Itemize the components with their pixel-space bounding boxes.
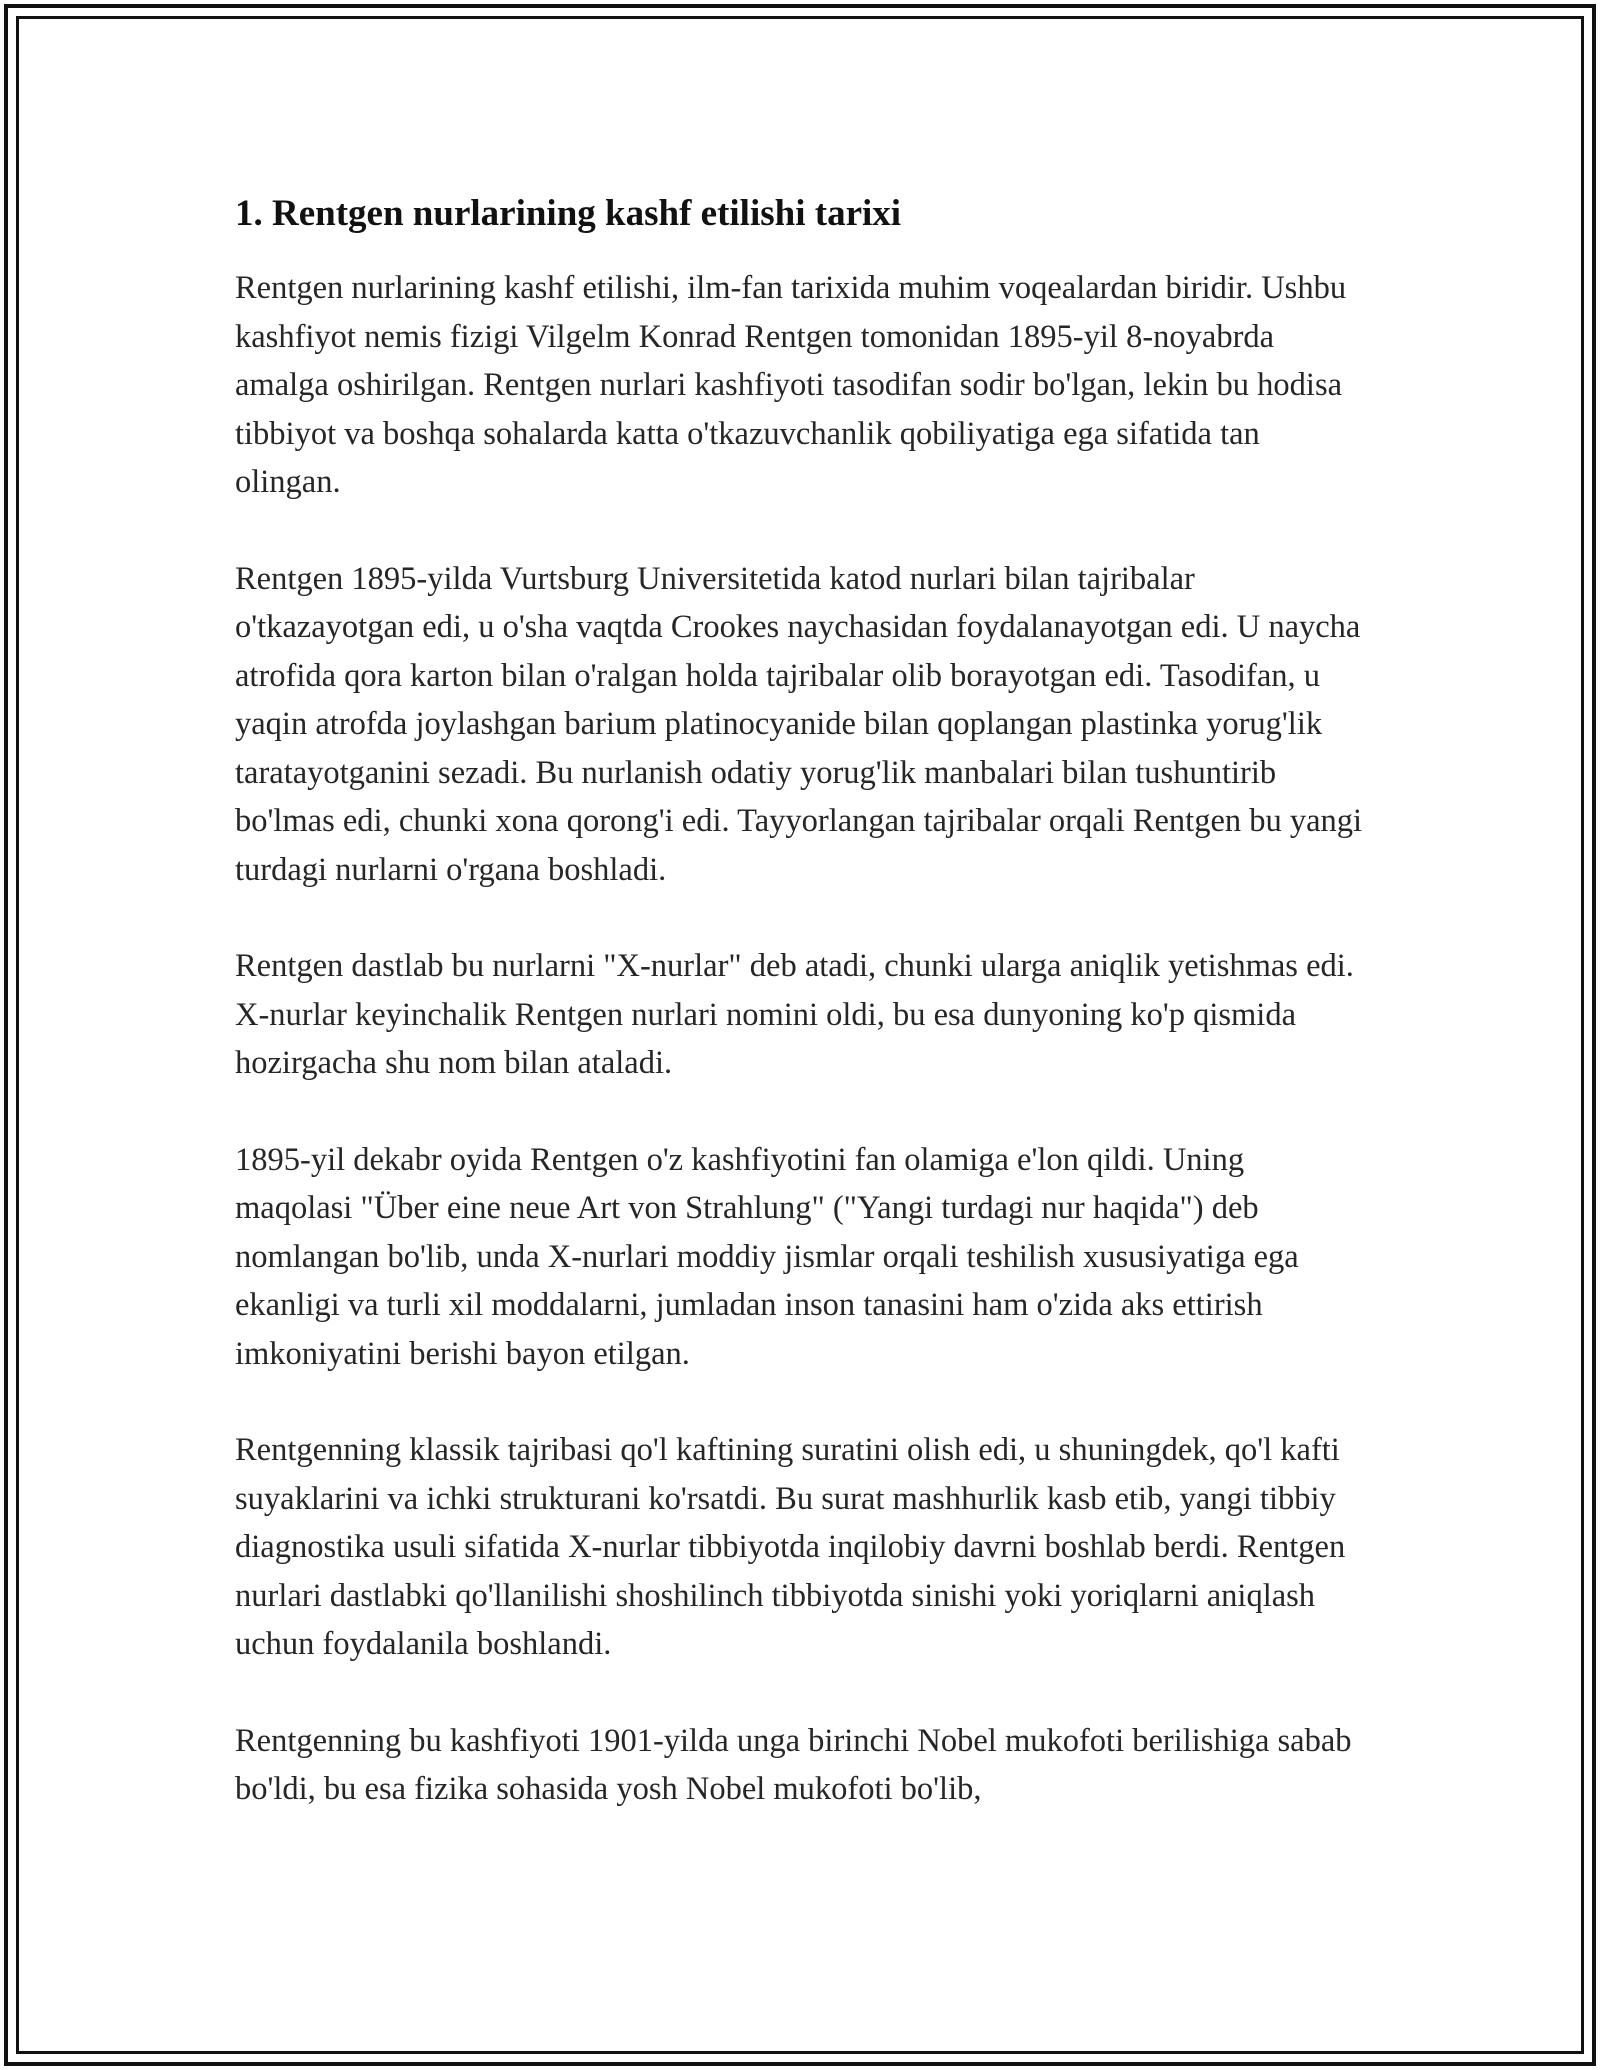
paragraph-6: Rentgenning bu kashfiyoti 1901-yilda unga birinchi Nobel mukofoti berilishiga sabab bo'ldi, bu esa fizika sohasida yosh Nobel mukofoti bo'lib, — [235, 1722, 1352, 1807]
paragraph-1: Rentgen nurlarining kashf etilishi, ilm-fan tarixida muhim voqealardan biridir. Ushbu kashfiyot nemis fizigi Vilgelm Konrad Rentgen tomonidan 1895-yil 8-noyabrda amalga oshirilgan. Rentgen nurlari kashfiyoti tasodifan sodir bo'lgan, lekin bu hodisa tibbiyot va boshqa sohalarda katta o'tkazuvchanlik qobiliyatiga ega sifatida tan olingan. — [235, 270, 1347, 500]
paragraph-5: Rentgenning klassik tajribasi qo'l kaftining suratini olish edi, u shuningdek, qo'l kafti suyaklarini va ichki strukturani ko'rsatdi. Bu surat mashhurlik kasb etib, yangi tibbiy diagnostika usuli sifatida X-nurlar tibbiyotda inqilobiy davrni boshlab berdi. Rentgen nurlari dastlabki qo'llanilishi shoshilinch tibbiyotda sinishi yoki yoriqlarni aniqlash uchun foydalanila boshlandi. — [235, 1432, 1346, 1662]
document-title: 1. Rentgen nurlarining kashf etilishi tarixi — [235, 193, 902, 234]
paragraph-4: 1895-yil dekabr oyida Rentgen o'z kashfiyotini fan olamiga e'lon qildi. Uning maqolasi "Über eine neue Art von Strahlung" ("Yangi turdagi nur haqida") deb nomlangan bo'lib, unda X-nurlari moddiy jismlar orqali teshilish xususiyatiga ega ekanligi va turli xil moddalarni, jumladan inson tanasini ham o'zida aks ettirish imkoniyatini berishi bayon etilgan. — [235, 1141, 1299, 1372]
paragraph-3: Rentgen dastlab bu nurlarni "X-nurlar" deb atadi, chunki ularga aniqlik yetishmas edi. X-nurlar keyinchalik Rentgen nurlari nomini oldi, bu esa dunyoning ko'p qismida hozirgacha shu nom bilan ataladi. — [235, 948, 1354, 1081]
document-body — [235, 186, 1365, 1814]
paragraph-2: Rentgen 1895-yilda Vurtsburg Universitetida katod nurlari bilan tajribalar o'tkazayotgan edi, u o'sha vaqtda Crookes naychasidan foydalanayotgan edi. U naycha atrofida qora karton bilan o'ralgan holda tajribalar olib borayotgan edi. Tasodifan, u yaqin atrofda joylashgan barium platinocyanide bilan qoplangan plastinka yorug'lik taratayotganini sezadi. Bu nurlanish odatiy yorug'lik manbalari bilan tushuntirib bo'lmas edi, chunki xona qorong'i edi. Tayyorlangan tajribalar orqali Rentgen bu yangi turdagi nurlarni o'rgana boshladi. — [235, 560, 1363, 888]
